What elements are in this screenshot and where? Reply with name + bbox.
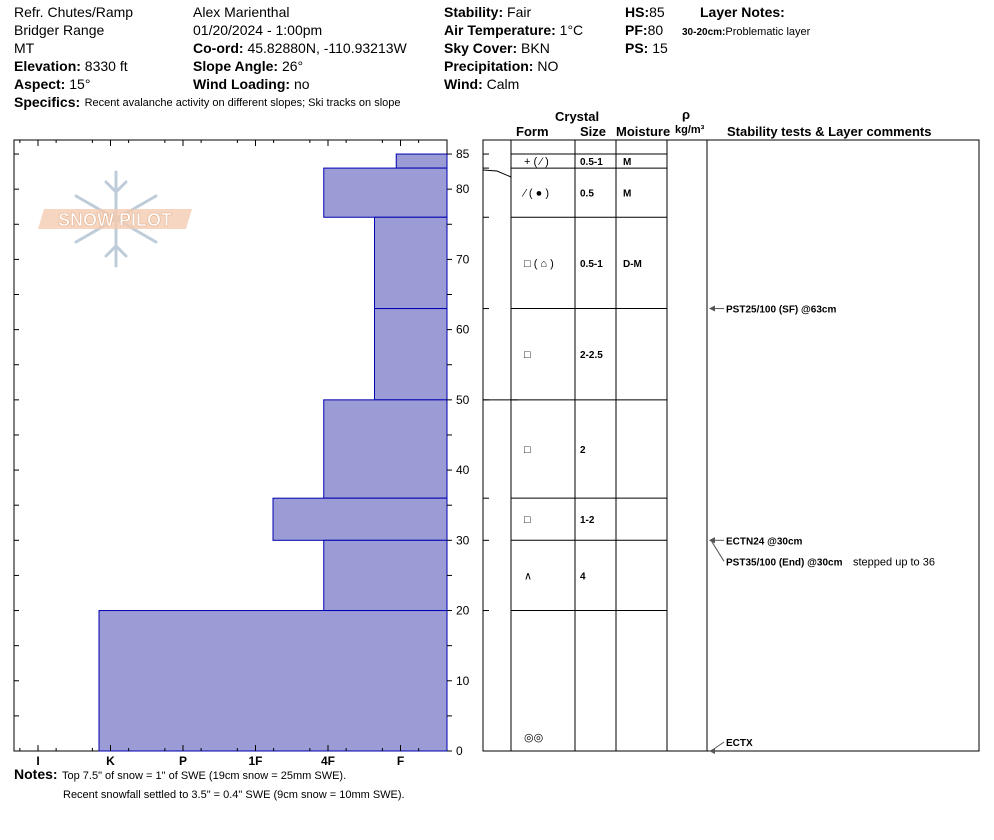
density-unit-header: kg/m³: [675, 124, 705, 136]
notes-label: Notes:: [14, 766, 58, 782]
hardness-tick-label: P: [178, 754, 188, 768]
crystal-header: Crystal: [555, 109, 600, 124]
coord-label: Co-ord:: [193, 40, 244, 56]
aspect-value: 15°: [69, 76, 91, 92]
test-arrowhead: [709, 306, 715, 312]
hardness-bars: [99, 154, 447, 751]
depth-tick-label: 80: [456, 182, 470, 197]
test-result: ECTX: [726, 738, 753, 749]
moisture-header: Moisture: [616, 124, 671, 139]
crystal-moisture: D-M: [623, 258, 642, 270]
wind-loading-label: Wind Loading:: [193, 76, 291, 92]
hardness-tick-label: I: [36, 754, 40, 768]
notes-row: [14, 765, 346, 785]
size-header: Size: [580, 124, 607, 139]
hs-value: 85: [649, 4, 665, 20]
depth-tick-label: 70: [456, 252, 470, 267]
stability-label: Stability:: [444, 4, 504, 20]
hardness-bar: [375, 217, 448, 308]
hardness-bar: [273, 498, 447, 540]
layer-table-frame: [483, 140, 979, 751]
snowpilot-logo: [38, 172, 192, 266]
aspect-label: Aspect:: [14, 76, 66, 92]
test-pointer: [711, 540, 724, 561]
layer-notes-label: Layer Notes:: [700, 4, 785, 20]
depth-tick-label: 30: [456, 533, 470, 548]
hardness-bar: [324, 168, 447, 217]
layer-note-range: 30-20cm:: [682, 27, 726, 38]
wind-value: Calm: [486, 76, 520, 92]
layer-note-text: Problematic layer: [725, 26, 811, 38]
air-temp-label: Air Temperature:: [444, 22, 556, 38]
stability-value: Fair: [507, 4, 532, 20]
crystal-form: □ ( ⌂ ): [524, 257, 554, 270]
elevation-value: 8330 ft: [84, 58, 128, 74]
slope-label: Slope Angle:: [193, 58, 279, 74]
depth-tick-label: 0: [456, 744, 463, 758]
hardness-bar: [396, 154, 447, 168]
stability-tests: [709, 305, 935, 754]
crystal-form: ⁄ ( ● ): [524, 187, 549, 200]
crystal-form: □: [524, 514, 531, 527]
precip-value: NO: [537, 58, 559, 74]
form-header: Form: [516, 124, 549, 139]
ps-value: 15: [652, 40, 668, 56]
depth-tick-label: 85: [456, 147, 470, 162]
crystal-form: ∧: [524, 570, 533, 583]
hardness-bar: [324, 400, 447, 498]
crystal-size: 1-2: [580, 515, 595, 527]
wind-loading-value: no: [293, 76, 310, 92]
pf-label: PF:: [625, 22, 648, 38]
ps-label: PS:: [625, 40, 649, 56]
crystal-size: 0.5-1: [580, 258, 603, 270]
location: Refr. Chutes/Ramp: [14, 4, 134, 20]
hardness-tick-label: K: [106, 754, 115, 768]
sky-value: BKN: [521, 40, 550, 56]
crystal-form: ◎◎: [524, 731, 544, 744]
air-temp-value: 1°C: [559, 22, 584, 38]
depth-tick-label: 60: [456, 322, 470, 337]
crystal-size: 4: [580, 571, 586, 583]
crystal-moisture: M: [623, 188, 632, 200]
wind-label: Wind:: [444, 76, 483, 92]
elevation-label: Elevation:: [14, 58, 81, 74]
range: Bridger Range: [14, 22, 105, 38]
hardness-tick-label: F: [396, 754, 405, 768]
test-result: ECTN24 @30cm: [726, 536, 803, 548]
tests-header: Stability tests & Layer comments: [727, 124, 932, 139]
crystal-size: 2: [580, 445, 586, 457]
hardness-bar: [99, 611, 447, 751]
notes-line1: Top 7.5" of snow = 1" of SWE (19cm snow = 25mm SWE).: [62, 770, 347, 782]
crystal-size: 0.5-1: [580, 157, 603, 169]
hardness-bar: [324, 540, 447, 610]
sky-label: Sky Cover:: [444, 40, 518, 56]
rho-header: ρ: [682, 107, 691, 122]
test-comment: stepped up to 36: [853, 556, 935, 569]
test-result: PST35/100 (End) @30cm: [726, 557, 843, 569]
depth-tick-label: 50: [456, 392, 470, 407]
layer-connector: [483, 170, 511, 177]
depth-tick-label: 40: [456, 463, 470, 478]
crystal-form: □: [524, 349, 531, 362]
state: MT: [14, 40, 35, 56]
crystal-form: + ( ⁄ ): [524, 156, 549, 169]
depth-tick-label: 20: [456, 603, 470, 618]
precip-label: Precipitation:: [444, 58, 534, 74]
test-arrowhead: [709, 748, 715, 754]
crystal-form: □: [524, 444, 531, 457]
hs-label: HS:: [625, 4, 650, 20]
depth-tick-label: 10: [456, 673, 470, 688]
hardness-tick-label: 4F: [320, 754, 336, 768]
notes-line2: Recent snowfall settled to 3.5" = 0.4" SWE (9cm snow = 10mm SWE).: [63, 789, 405, 801]
test-result: PST25/100 (SF) @63cm: [726, 304, 837, 316]
pf-value: 80: [647, 22, 664, 38]
logo-text: SNOW PILOT: [58, 210, 172, 230]
hardness-tick-label: 1F: [248, 754, 263, 768]
crystal-size: 0.5: [580, 188, 594, 200]
specifics-value: Recent avalanche activity on different slopes; Ski tracks on slope: [84, 97, 401, 109]
hardness-bar: [375, 309, 448, 400]
crystal-moisture: M: [623, 157, 632, 169]
observer: Alex Marienthal: [193, 4, 290, 20]
slope-value: 26°: [281, 58, 304, 74]
crystal-size: 2-2.5: [580, 350, 603, 362]
table-columns: [511, 140, 707, 751]
coord-value: 45.82880N, -110.93213W: [247, 40, 407, 56]
datetime: 01/20/2024 - 1:00pm: [193, 22, 323, 38]
specifics-label: Specifics:: [14, 94, 81, 110]
